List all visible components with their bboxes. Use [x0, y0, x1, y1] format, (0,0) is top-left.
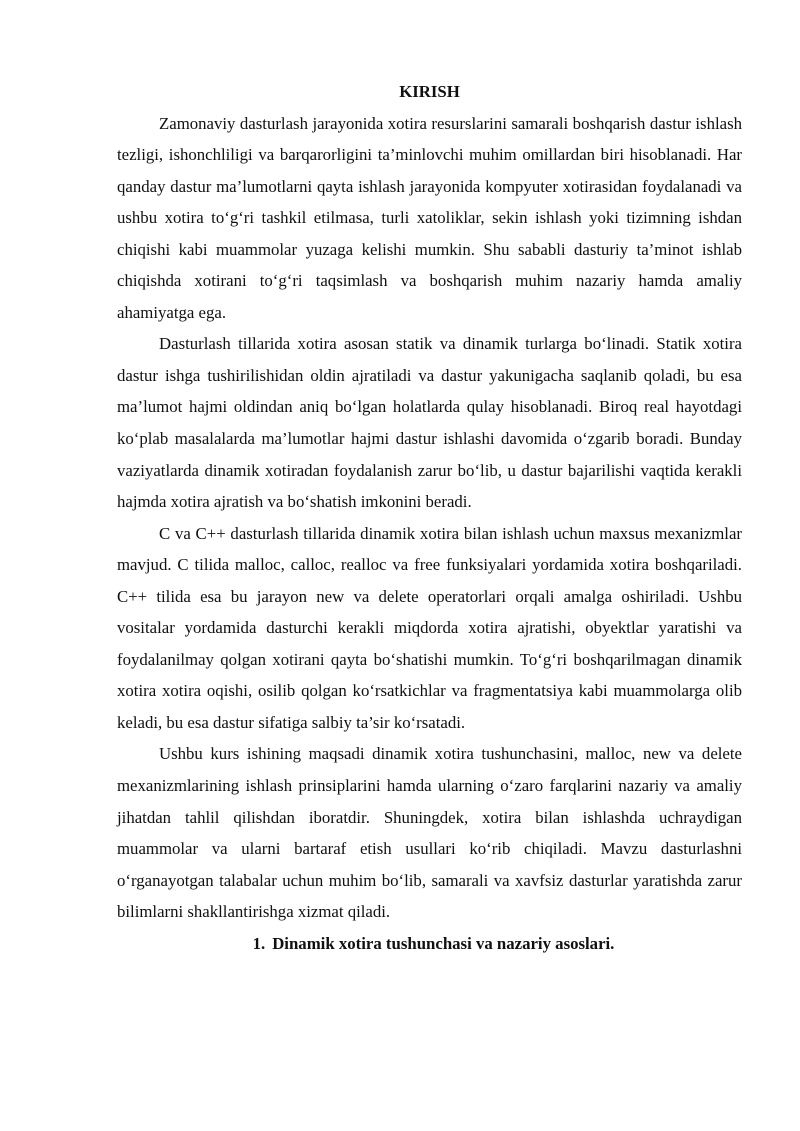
paragraph-4: Ushbu kurs ishining maqsadi dinamik xotira tushunchasini, malloc, new va delete mexanizmlarining ishlash prinsiplarini hamda ularning o‘zaro farqlarini nazariy va amaliy jihatdan tahlil qilishdan iboratdir. Shuningdek, xotira bilan ishlashda uchraydigan muammolar va ularni bartaraf etish usullari ko‘rib chiqiladi. Mavzu dasturlashni o‘rganayotgan talabalar uchun muhim bo‘lib, samarali va xavfsiz dasturlar yaratishda zarur bilimlarni shakllantirishga xizmat qiladi.	[117, 744, 742, 922]
section-title: Dinamik xotira tushunchasi va nazariy asoslari.	[272, 933, 615, 953]
section-heading	[117, 928, 742, 960]
paragraph-1: Zamonaviy dasturlash jarayonida xotira resurslarini samarali boshqarish dastur ishlash tezligi, ishonchliligi va barqarorligini ta’minlovchi muhim omillardan biri hisoblanadi. Har qanday dastur ma’lumotlarni qayta ishlash jarayonida kompyuter xotirasidan foydalanadi va ushbu xotira to‘g‘ri tashkil etilmasa, turli xatoliklar, sekin ishlash yoki tizimning ishdan chiqishi kabi muammolar yuzaga kelishi mumkin. Shu sababli dasturiy ta’minot ishlab chiqishda xotirani to‘g‘ri taqsimlash va boshqarish muhim nazariy hamda amaliy ahamiyatga ega.	[117, 113, 742, 322]
paragraph-3: C va C++ dasturlash tillarida dinamik xotira bilan ishlash uchun maxsus mexanizmlar mavjud. C tilida malloc, calloc, realloc va free funksiyalari yordamida xotira boshqariladi. C++ tilida esa bu jarayon new va delete operatorlari orqali amalga oshiriladi. Ushbu vositalar yordamida dasturchi kerakli miqdorda xotira ajratishi, obyektlar yaratishi va foydalanilmay qolgan xotirani qayta bo‘shatishi mumkin. To‘g‘ri boshqarilmagan dinamik xotira xotira oqishi, osilib qolgan ko‘rsatkichlar va fragmentatsiya kabi muammolarga olib keladi, bu esa dastur sifatiga salbiy ta’sir ko‘rsatadi.	[117, 523, 742, 732]
page-content	[117, 76, 742, 959]
paragraph-2: Dasturlash tillarida xotira asosan statik va dinamik turlarga bo‘linadi. Statik xotira dastur ishga tushirilishidan oldin ajratiladi va dastur yakunigacha saqlanib qoladi, bu esa ma’lumot hajmi oldindan aniq bo‘lgan holatlarda qulay hisoblanadi. Biroq real hayotdagi ko‘plab masalalarda ma’lumotlar hajmi dastur ishlashi davomida o‘zgarib boradi. Bunday vaziyatlarda dinamik xotiradan foydalanish zarur bo‘lib, u dastur bajarilishi vaqtida kerakli hajmda xotira ajratish va bo‘shatish imkonini beradi.	[117, 334, 742, 512]
section-number: 1.	[252, 933, 266, 953]
page-heading: KIRISH	[399, 82, 460, 101]
